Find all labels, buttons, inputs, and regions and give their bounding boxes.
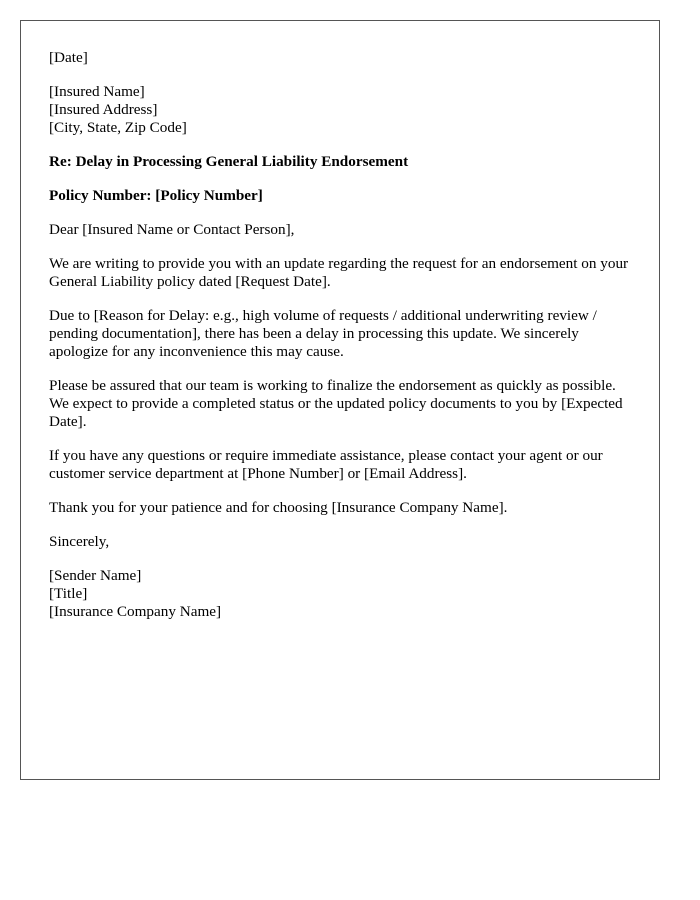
subject-text: Re: Delay in Processing General Liability Endorsement bbox=[49, 153, 409, 170]
body-paragraph-assurance: Please be assured that our team is working to finalize the endorsement as quickly as possible. We expect to provide a completed status or the updated policy documents to you by [Expected Date]. bbox=[49, 377, 623, 430]
date-block bbox=[49, 49, 631, 67]
signature-block bbox=[49, 567, 631, 621]
subject-line bbox=[49, 153, 631, 171]
sender-name: [Sender Name] bbox=[49, 567, 142, 584]
letter-page bbox=[20, 20, 660, 780]
recipient-name: [Insured Name] bbox=[49, 83, 145, 100]
body-paragraph-update: We are writing to provide you with an update regarding the request for an endorsement on your General Liability policy dated [Request Date]. bbox=[49, 255, 629, 290]
body-paragraph-thanks: Thank you for your patience and for choosing [Insurance Company Name]. bbox=[49, 499, 508, 516]
recipient-address-block bbox=[49, 83, 631, 137]
closing bbox=[49, 533, 631, 551]
body-paragraph-delay-reason: Due to [Reason for Delay: e.g., high volume of requests / additional underwriting review / pending documentation], there has been a delay in processing this update. We sincerely apologize for any inconvenience this may cause. bbox=[49, 307, 597, 360]
sender-title: [Title] bbox=[49, 585, 88, 602]
letter-date: [Date] bbox=[49, 49, 88, 66]
policy-number-line bbox=[49, 187, 631, 205]
salutation bbox=[49, 221, 631, 239]
body-paragraph-contact: If you have any questions or require immediate assistance, please contact your agent or our customer service department at [Phone Number] or [Email Address]. bbox=[49, 447, 603, 482]
recipient-address: [Insured Address] bbox=[49, 101, 158, 118]
salutation-text: Dear [Insured Name or Contact Person], bbox=[49, 221, 295, 238]
sender-company: [Insurance Company Name] bbox=[49, 603, 222, 620]
policy-number-text: Policy Number: [Policy Number] bbox=[49, 187, 263, 204]
recipient-city-state-zip: [City, State, Zip Code] bbox=[49, 119, 187, 136]
closing-text: Sincerely, bbox=[49, 533, 110, 550]
